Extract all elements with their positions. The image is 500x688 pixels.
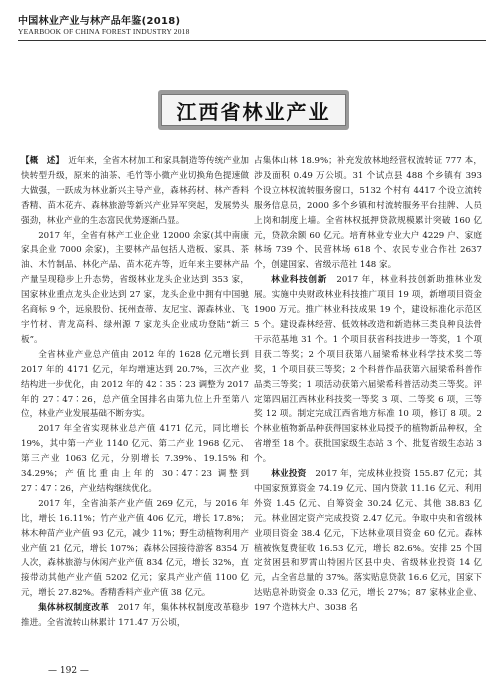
article-title-frame bbox=[158, 90, 349, 130]
paragraph-investment bbox=[254, 467, 482, 616]
section-lead-tech-innovation: 林业科技创新 bbox=[271, 275, 328, 286]
paragraph-enterprises: 2017 年，全省有林产工业企业 12000 余家(其中南康家具企业 7000 余家)，主要林产品包括人造板、家具、茶油、木竹制品、林化产品、苗木花卉等，近年来主要林产品产量呈现稳步上升态势，省级林业龙头企业达到 353 家，国家林业重点龙头企业达到 27 家，龙头企业中拥有中国驰名商标 9 个，远泉股份、抚州查蒂、友尼宝、源森林业、飞宇竹材、青龙高科、绿州源 7 家龙头企业成功登陆“新三板”。 bbox=[21, 230, 249, 345]
running-header-subtitle: YEARBOOK OF CHINA FOREST INDUSTRY 2018 bbox=[18, 27, 190, 36]
paragraph-tenure-reform bbox=[21, 601, 249, 631]
paragraph-tenure-continued: 占集体山林 18.9%；补充发放林地经营权流转证 777 本，涉及面积 0.49 万公顷。31 个试点县 488 个乡镇有 393 个设立林权流转服务窗口，5132 个村有 4417 个设立流转服务信息员，2000 多个乡镇和村流转服务平台挂牌、人员上岗和制度上墙。全省林权抵押贷款规模累计突破 160 亿元，贷款余额 60 亿元。培育林业专业大户 4229 户、家庭林场 739 个、民营林场 618 个、农民专业合作社 2637 个，创建国家、省级示范社 148 家。 bbox=[254, 156, 482, 271]
page-number: — 192 — bbox=[48, 666, 89, 676]
paragraph-total-output: 2017 年全省实现林业总产值 4171 亿元，同比增长 19%，其中第一产业 1140 亿元、第二产业 1968 亿元、第三产业 1063 亿元，分别增长 7.39%、19.15% 和 34.29%；产值比重由上年的 30∶47∶23 调整到 27∶47∶26，产业结构继续优化。 bbox=[21, 424, 249, 494]
right-column bbox=[254, 154, 482, 616]
section-lead-overview: 【概 述】 bbox=[21, 156, 60, 166]
paragraph-sub-industries: 2017 年，全省油茶产业产值 269 亿元，与 2016 年比，增长 16.11%；竹产业产值 406 亿元，增长 17.8%；林木种苗产业产值 93 亿元，减少 11%；野生动植物利用产业产值 21 亿元，增长 107%；森林公园接待游客 8354 万人次，森林旅游与休闲产业产值 834 亿元，增长 32%，直接带动其他产业产值 5202 亿元；家具产业产值 1100 亿元，增长 27.82%。香精香料产业产值 38 亿元。 bbox=[21, 498, 249, 599]
section-lead-investment: 林业投资 bbox=[271, 469, 307, 480]
running-header-title: 中国林业产业与林产品年鉴(2018) bbox=[18, 16, 181, 27]
article-title: 江西省林业产业 bbox=[176, 99, 331, 124]
paragraph-text: 2017 年，林业科技创新助推林业发展。实施中央财政林业科技推广项目 19 项，新增项目资金 1900 万元。推广林业科技成果 19 个，建设标准化示范区 5 个。建设森林经营、低效林改造和新造林三类良种良法骨干示范基地 31 个。1 个项目获省科技进步一等奖，1 个项目获二等奖；2 个项目获第八届梁希林业科学技术奖二等奖，1 个项目获三等奖；2 个科普作品获第六届梁希科普作品类三等奖；1 项活动获第六届梁希科普活动类三等奖。评定第四届江西林业科技奖一等奖 3 项、二等奖 6 项，三等奖 12 项。制定完成江西省地方标准 10 项，修订 8 项。2 个林业植物新品种获得国家林业局授予的植物新品种权，全省增至 18 个。获批国家级生态站 3 个、批复省级生态站 3 个。 bbox=[254, 275, 482, 465]
article-title-inner bbox=[161, 94, 346, 126]
paragraph-text: 近年来，全省木材加工和家具制造等传统产业加快转型升级，原来的油茶、毛竹等小微产业切换角色提速做大做强，一跃成为林业新兴主导产业，森林药材、林产香料香精、苗木花卉、森林旅游等新兴产业异军突起，发展势头强劲，林业产业的生态富民优势逐渐凸显。 bbox=[21, 156, 249, 226]
header-rule bbox=[18, 40, 486, 41]
paragraph-text: 2017 年，完成林业投资 155.87 亿元；其中国家预算资金 74.19 亿元、国内贷款 11.16 亿元、利用外资 1.45 亿元、自筹资金 30.24 亿元、其他 38.83 亿元。林业固定资产完成投资 2.47 亿元。争取中央和省级林业项目资金 38.4 亿元，下达林业项目资金 60 亿元。森林植被恢复费征收 16.53 亿元，增长 82.6%。安排 25 个国定贫困县和罗霄山特困片区县中央、省级林业投资 14 亿元，占全省总量的 37%。落实贴息贷款 16.6 亿元，国家下达贴息补助资金 0.33 亿元，增长 27%；87 家林业企业、197 个造林大户、3038 名 bbox=[254, 469, 482, 614]
left-column bbox=[21, 154, 249, 631]
paragraph-tech-innovation bbox=[254, 273, 482, 467]
paragraph-text: 2017 年，集体林权制度改革稳步推进。全省流转山林累计 171.47 万公顷， bbox=[21, 603, 249, 629]
section-lead-tenure-reform: 集体林权制度改革 bbox=[38, 603, 110, 614]
paragraph-output-growth: 全省林业产业总产值由 2012 年的 1628 亿元增长到 2017 年的 4171 亿元，年均增速达到 20.7%，三次产业结构进一步优化，由 2012 年的 42∶35∶23 调整为 2017 年的 27∶47∶26，总产值全国排名由第九位上升至第八位，林业产业发展基础不断夯实。 bbox=[21, 349, 249, 420]
paragraph-overview bbox=[21, 154, 249, 229]
